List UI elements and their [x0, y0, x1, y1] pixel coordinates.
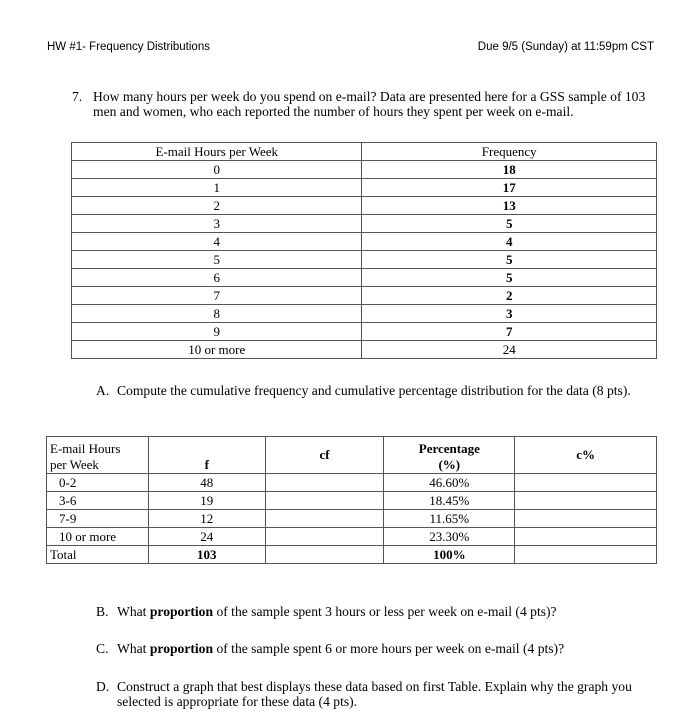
cell-percentage: 46.60%: [384, 474, 515, 492]
cell-total-cf: [265, 546, 384, 564]
table-row: [72, 323, 657, 341]
part-a: [96, 383, 656, 398]
question-text: How many hours per week do you spend on e-mail? Data are presented here for a GSS sample of 103 men and women, who each reported the number of hours they spent per week on e-mail.: [93, 89, 646, 119]
part-b-text: [117, 604, 656, 619]
cell-frequency: 5: [362, 269, 657, 287]
hours-header-line2: per Week: [50, 457, 99, 472]
hours-header-line1: E-mail Hours: [50, 441, 121, 456]
cell-percentage: 11.65%: [384, 510, 515, 528]
cell-frequency: 13: [362, 197, 657, 215]
part-d-text: Construct a graph that best displays these data based on first Table. Explain why the graph you selected is appropriate for these data (4 pts).: [117, 679, 632, 709]
part-c-text: [117, 641, 656, 656]
cell-hours: 9: [72, 323, 362, 341]
column-header-percentage: [384, 437, 515, 474]
table-row: [72, 215, 657, 233]
cell-frequency: 7: [362, 323, 657, 341]
cell-hours: 7: [72, 287, 362, 305]
column-header-cpct: c%: [515, 437, 657, 474]
part-d-label: D.: [96, 679, 110, 694]
table-row: [72, 305, 657, 323]
part-c-pre: What: [117, 641, 150, 656]
part-c-post: of the sample spent 6 or more hours per week on e-mail (4 pts)?: [213, 641, 565, 656]
cell-frequency: 2: [362, 287, 657, 305]
table-row: [47, 510, 657, 528]
part-a-text: Compute the cumulative frequency and cumulative percentage distribution for the data (8 pts).: [117, 383, 631, 398]
cell-cpct[interactable]: [515, 510, 657, 528]
table-row: [72, 179, 657, 197]
cell-total-cpct: [515, 546, 657, 564]
column-header-cf: cf: [265, 437, 384, 474]
question-7: [72, 89, 647, 119]
cell-frequency: 4: [362, 233, 657, 251]
cell-hours: 4: [72, 233, 362, 251]
cell-frequency: 17: [362, 179, 657, 197]
table-row: [72, 197, 657, 215]
cell-cpct[interactable]: [515, 528, 657, 546]
cell-hours: 8: [72, 305, 362, 323]
frequency-table: [71, 142, 657, 359]
part-d: [96, 679, 656, 709]
table-row: [72, 233, 657, 251]
cell-hours: 2: [72, 197, 362, 215]
cell-hours: 10 or more: [47, 528, 149, 546]
table-header-row: [72, 143, 657, 161]
column-header-frequency: Frequency: [362, 143, 657, 161]
table-header-row: [47, 437, 657, 474]
table-row: [47, 474, 657, 492]
cell-hours: 0: [72, 161, 362, 179]
table-row: [72, 269, 657, 287]
cell-total-f: 103: [148, 546, 265, 564]
cell-hours: 10 or more: [72, 341, 362, 359]
part-a-label: A.: [96, 383, 110, 398]
cell-cf[interactable]: [265, 510, 384, 528]
cell-total-label: Total: [47, 546, 149, 564]
cell-hours: 3: [72, 215, 362, 233]
cell-frequency: 24: [362, 341, 657, 359]
cell-hours: 5: [72, 251, 362, 269]
cell-f: 12: [148, 510, 265, 528]
cell-frequency: 3: [362, 305, 657, 323]
part-b-pre: What: [117, 604, 150, 619]
part-b: [96, 604, 656, 619]
table-row: [72, 161, 657, 179]
cell-hours: 1: [72, 179, 362, 197]
percentage-header-line1: Percentage: [418, 441, 480, 456]
cell-total-percentage: 100%: [384, 546, 515, 564]
part-c-label: C.: [96, 641, 109, 656]
column-header-f: f: [148, 437, 265, 474]
cell-f: 24: [148, 528, 265, 546]
column-header-hours: [47, 437, 149, 474]
cell-hours: 6: [72, 269, 362, 287]
table-row: [72, 251, 657, 269]
question-number: 7.: [72, 89, 83, 104]
cell-cf[interactable]: [265, 492, 384, 510]
table-row: [47, 492, 657, 510]
cell-cpct[interactable]: [515, 474, 657, 492]
cell-cf[interactable]: [265, 474, 384, 492]
part-b-post: of the sample spent 3 hours or less per week on e-mail (4 pts)?: [213, 604, 557, 619]
column-header-hours: E-mail Hours per Week: [72, 143, 362, 161]
cell-f: 48: [148, 474, 265, 492]
cell-hours: 7-9: [47, 510, 149, 528]
cell-frequency: 5: [362, 251, 657, 269]
table-row: [47, 528, 657, 546]
cell-percentage: 18.45%: [384, 492, 515, 510]
percentage-header-line2: (%): [438, 457, 461, 472]
cell-f: 19: [148, 492, 265, 510]
cell-frequency: 18: [362, 161, 657, 179]
part-b-bold: proportion: [149, 604, 214, 619]
cell-hours: 0-2: [47, 474, 149, 492]
part-c-bold: proportion: [149, 641, 214, 656]
cell-cpct[interactable]: [515, 492, 657, 510]
header-title: HW #1- Frequency Distributions: [47, 41, 210, 53]
part-b-label: B.: [96, 604, 109, 619]
cell-frequency: 5: [362, 215, 657, 233]
cell-hours: 3-6: [47, 492, 149, 510]
table-row: [72, 287, 657, 305]
cumulative-table: [46, 436, 657, 564]
cell-percentage: 23.30%: [384, 528, 515, 546]
header-due-date: Due 9/5 (Sunday) at 11:59pm CST: [477, 41, 654, 53]
part-c: [96, 641, 656, 656]
table-total-row: [47, 546, 657, 564]
table-row: [72, 341, 657, 359]
cell-cf[interactable]: [265, 528, 384, 546]
